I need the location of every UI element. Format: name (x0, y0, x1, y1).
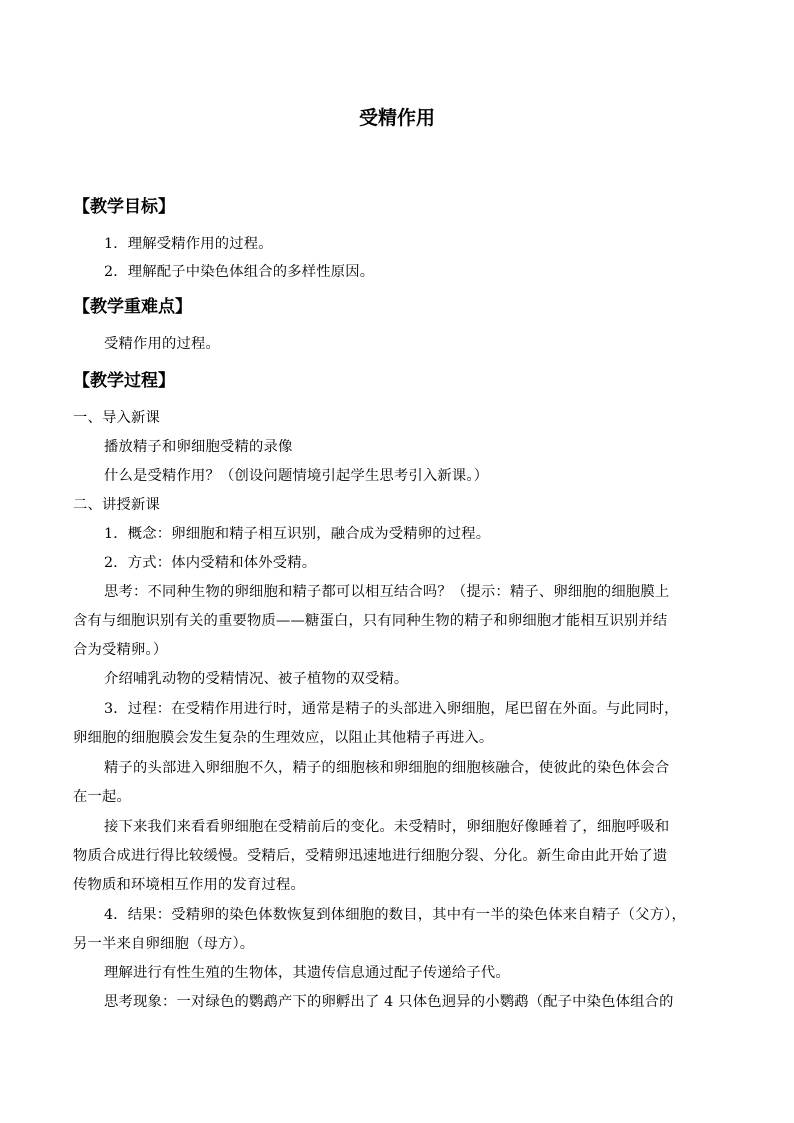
paragraph-line: 含有与细胞识别有关的重要物质——糖蛋白，只有同种生物的精子和卵细胞才能相互识别并结 (73, 613, 668, 629)
key-point-item: 受精作用的过程。 (104, 336, 220, 352)
process-heading: 【教学过程】 (73, 371, 175, 391)
paragraph-line: 什么是受精作用？（创设问题情境引起学生思考引入新课。） (104, 468, 489, 484)
paragraph-line: 卵细胞的细胞膜会发生复杂的生理效应，以阻止其他精子再进入。 (73, 730, 494, 746)
paragraph-line: 2．方式：体内受精和体外受精。 (104, 555, 317, 571)
objective-item: 1．理解受精作用的过程。 (104, 236, 273, 252)
paragraph-line: 在一起。 (73, 789, 131, 805)
paragraph-line: 思考：不同种生物的卵细胞和精子都可以相互结合吗？（提示：精子、卵细胞的细胞膜上 (104, 584, 670, 600)
page-title: 受精作用 (358, 107, 435, 129)
paragraph-line: 合为受精卵。） (73, 642, 168, 658)
paragraph-line: 播放精子和卵细胞受精的录像 (104, 439, 293, 455)
section-heading-lecture: 二、讲授新课 (73, 497, 160, 513)
paragraph-line: 4．结果：受精卵的染色体数恢复到体细胞的数目，其中有一半的染色体来自精子（父方）， (104, 907, 687, 923)
paragraph-line: 接下来我们来看看卵细胞在受精前后的变化。未受精时，卵细胞好像睡着了，细胞呼吸和 (104, 819, 670, 835)
paragraph-line: 理解进行有性生殖的生物体，其遗传信息通过配子传递给子代。 (104, 965, 510, 981)
section-heading-intro: 一、导入新课 (73, 410, 160, 426)
paragraph-line: 精子的头部进入卵细胞不久，精子的细胞核和卵细胞的细胞核融合，使彼此的染色体会合 (104, 760, 670, 776)
paragraph-line: 思考现象：一对绿色的鹦鹉产下的卵孵出了 4 只体色迥异的小鹦鹉（配子中染色体组合的 (104, 994, 674, 1010)
paragraph-line: 3．过程：在受精作用进行时，通常是精子的头部进入卵细胞，尾巴留在外面。与此同时， (104, 701, 679, 717)
paragraph-line: 另一半来自卵细胞（母方）。 (73, 936, 255, 952)
objective-item: 2．理解配子中染色体组合的多样性原因。 (104, 264, 375, 280)
objectives-heading: 【教学目标】 (73, 197, 175, 217)
paragraph-line: 介绍哺乳动物的受精情况、被子植物的双受精。 (104, 671, 409, 687)
paragraph-line: 物质合成进行得比较缓慢。受精后，受精卵迅速地进行细胞分裂、分化。新生命由此开始了遗 (73, 848, 668, 864)
paragraph-line: 传物质和环境相互作用的发育过程。 (73, 877, 305, 893)
key-points-heading: 【教学重难点】 (73, 297, 192, 317)
paragraph-line: 1．概念：卵细胞和精子相互识别，融合成为受精卵的过程。 (104, 526, 491, 542)
